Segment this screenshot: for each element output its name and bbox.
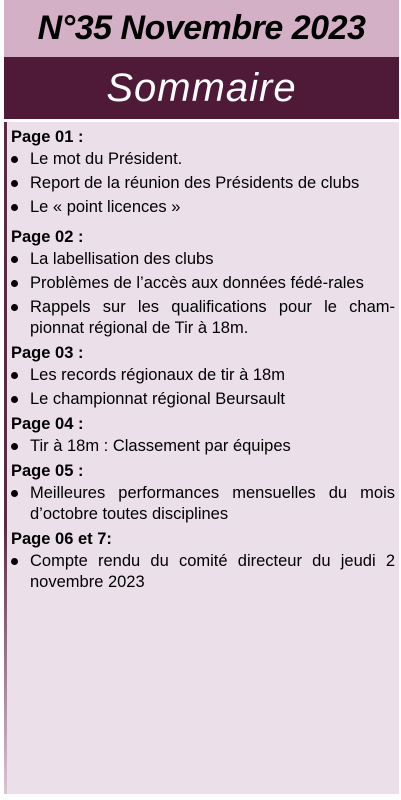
toc-section-page-03	[11, 342, 395, 410]
item-text: Meilleures performances mensuelles du mois d’octobre toutes disciplines	[30, 484, 395, 523]
issue-banner	[4, 0, 399, 57]
panel-edge-border	[4, 122, 7, 794]
toc-section-page-04	[11, 413, 395, 457]
issue-title: N°35 Novembre 2023	[37, 9, 366, 47]
toc-section-page-06-07	[11, 528, 395, 593]
item-text: Rappels sur les qualifications pour le cham-pionnat régional de Tir à 18m.	[30, 298, 395, 337]
list-item	[11, 551, 395, 593]
item-text: Report de la réunion des Présidents de clubs	[30, 174, 360, 192]
list-item	[11, 173, 395, 194]
list-item	[11, 483, 395, 525]
bullet-icon	[11, 304, 18, 311]
bullet-icon	[11, 443, 18, 450]
table-of-contents	[4, 122, 399, 794]
item-text: La labellisation des clubs	[30, 250, 214, 268]
toc-section-page-01	[11, 126, 395, 218]
item-text: Les records régionaux de tir à 18m	[30, 366, 285, 384]
list-item	[11, 249, 395, 270]
page-label: Page 03 :	[11, 344, 84, 362]
item-text: Le « point licences »	[30, 198, 181, 216]
bullet-icon	[11, 396, 18, 403]
bullet-icon	[11, 156, 18, 163]
summary-title: Sommaire	[106, 65, 297, 110]
page-label: Page 05 :	[11, 462, 84, 480]
list-item	[11, 389, 395, 410]
bullet-icon	[11, 372, 18, 379]
item-text: Tir à 18m : Classement par équipes	[30, 437, 291, 455]
item-text: Compte rendu du comité directeur du jeudi 2 novembre 2023	[30, 552, 395, 591]
list-item	[11, 436, 395, 457]
bullet-icon	[11, 280, 18, 287]
list-item	[11, 273, 395, 294]
item-text: Le championnat régional Beursault	[30, 390, 286, 408]
page-label: Page 04 :	[11, 415, 84, 433]
toc-section-page-05	[11, 460, 395, 525]
bullet-icon	[11, 558, 18, 565]
bullet-icon	[11, 204, 18, 211]
bullet-icon	[11, 180, 18, 187]
page-label: Page 02 :	[11, 228, 84, 246]
item-text: Problèmes de l’accès aux données fédé-rales	[30, 274, 364, 292]
page-label: Page 01 :	[11, 128, 84, 146]
item-text: Le mot du Président.	[30, 150, 183, 168]
list-item	[11, 149, 395, 170]
list-item	[11, 365, 395, 386]
bullet-icon	[11, 256, 18, 263]
page-label: Page 06 et 7:	[11, 530, 112, 548]
list-item	[11, 197, 395, 218]
list-item	[11, 297, 395, 339]
toc-section-page-02	[11, 226, 395, 339]
bullet-icon	[11, 490, 18, 497]
summary-band	[4, 57, 399, 119]
